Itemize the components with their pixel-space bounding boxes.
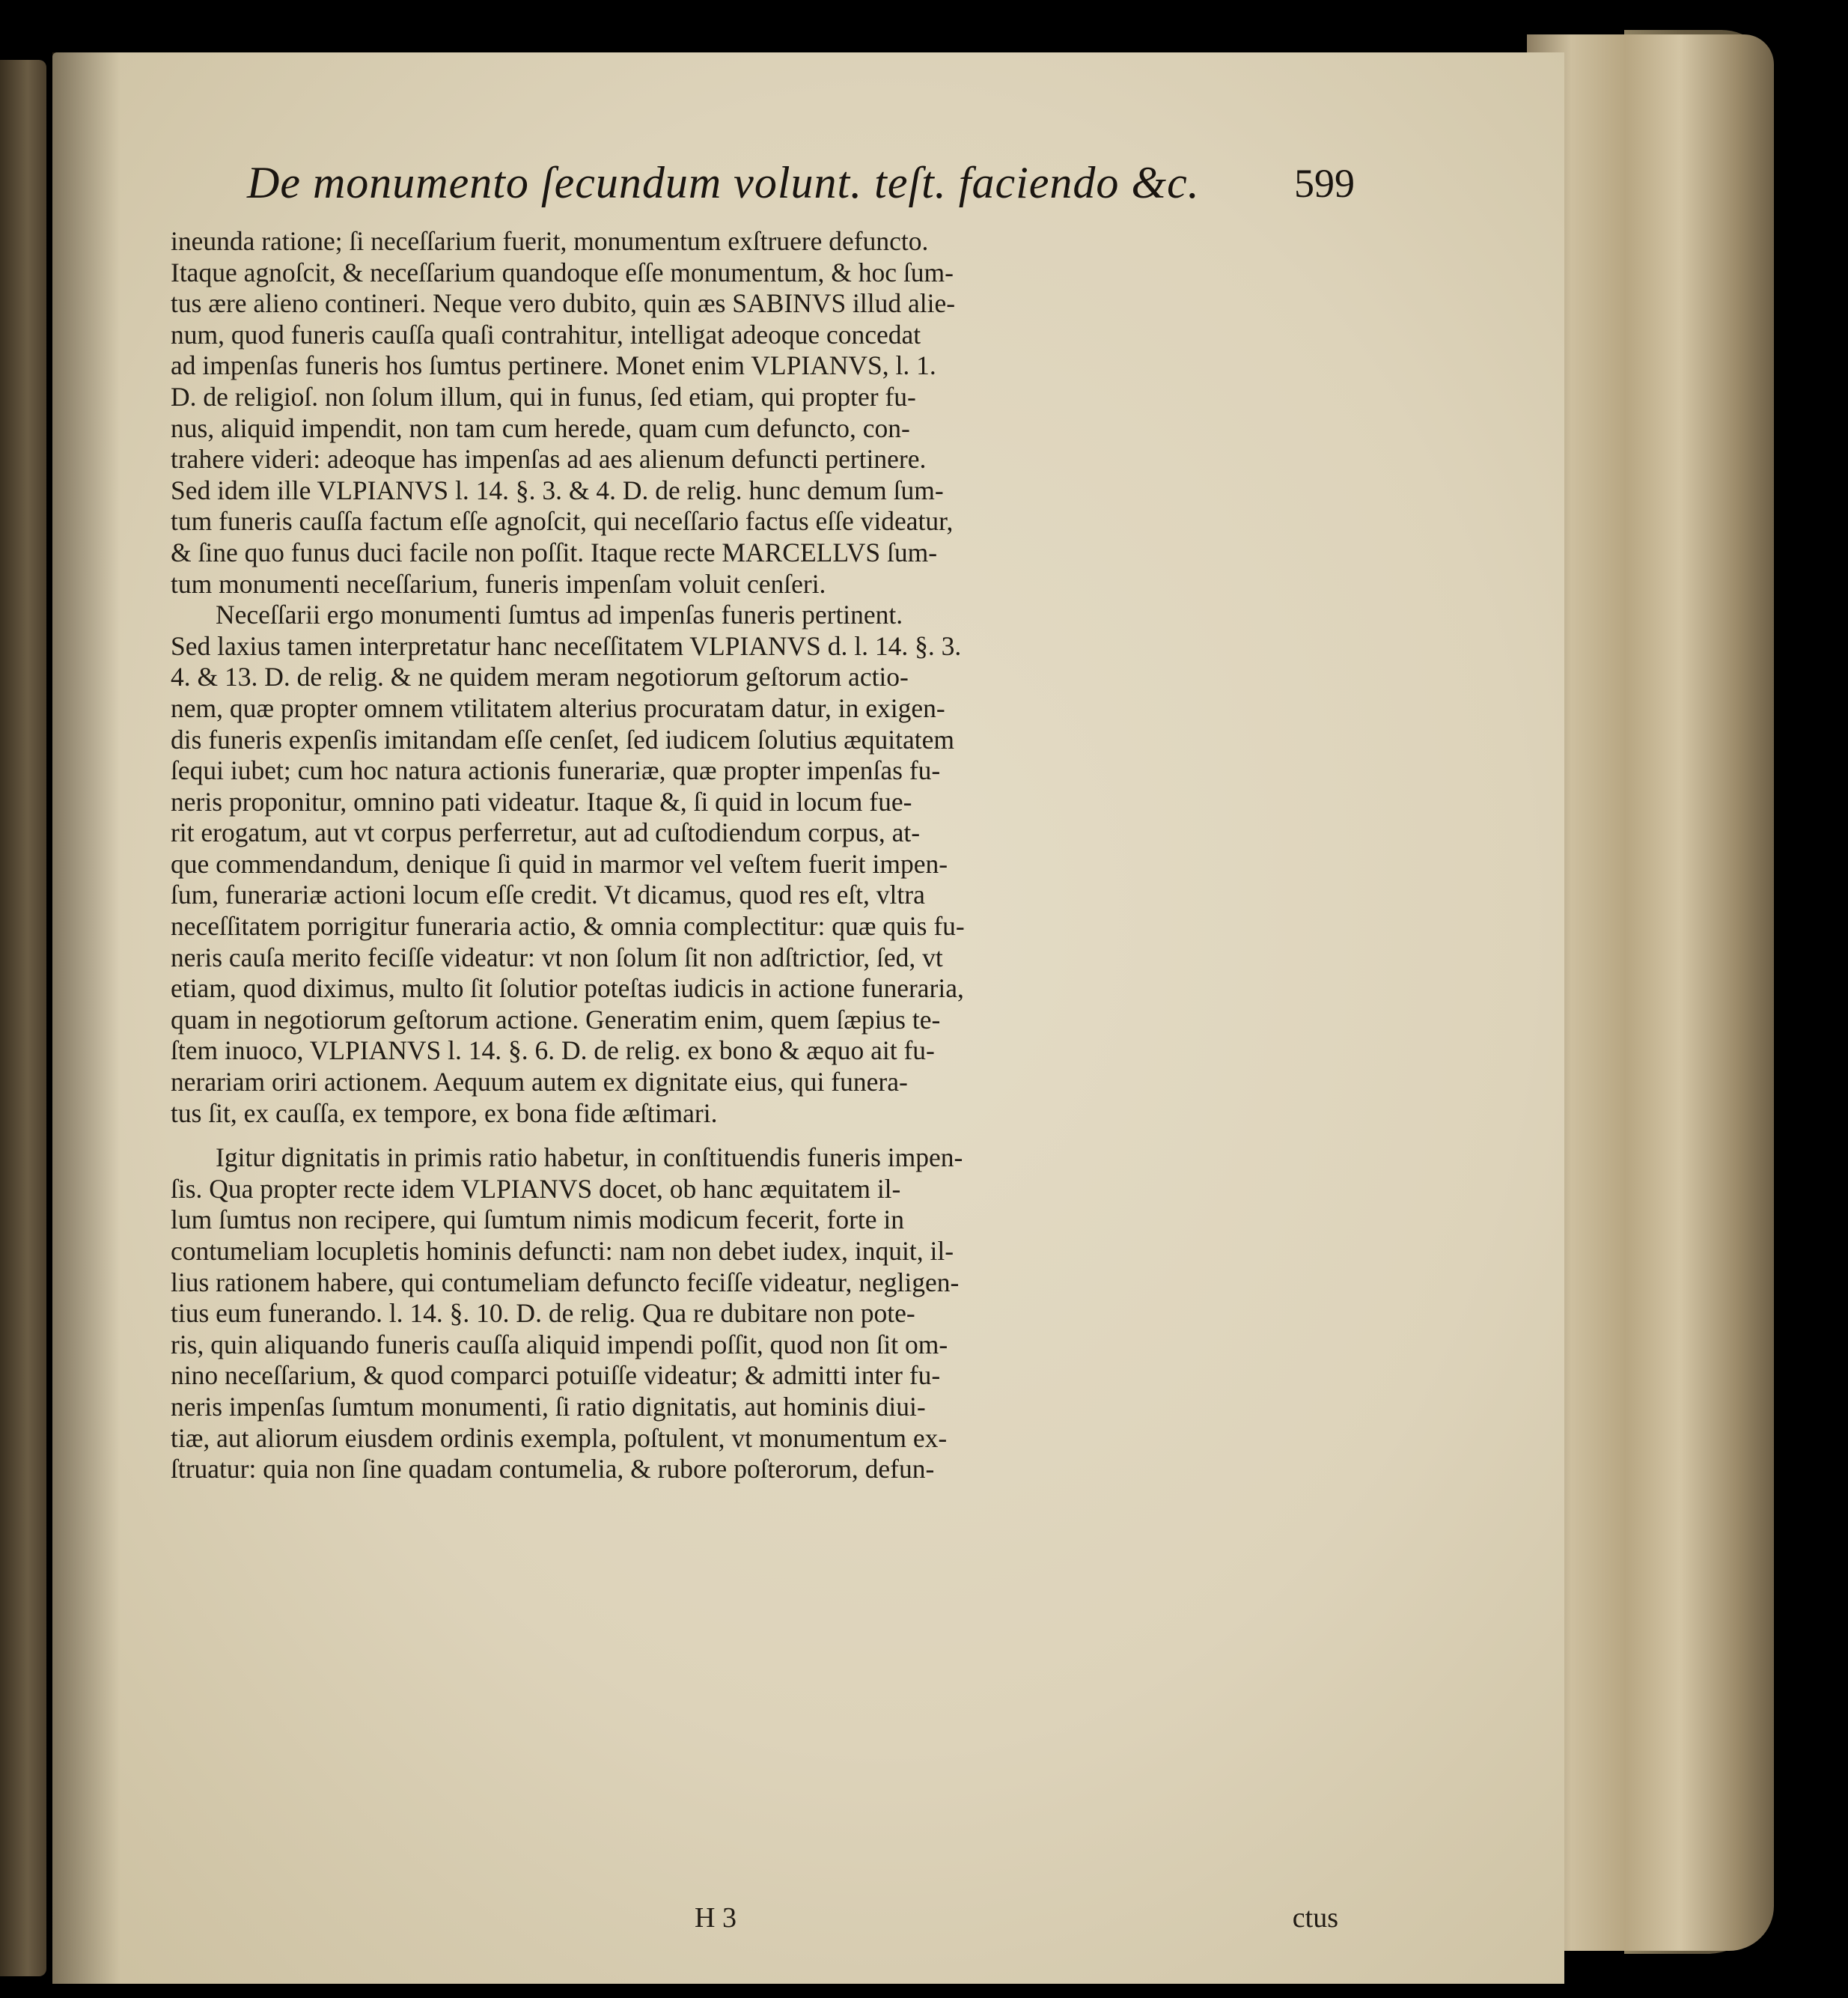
text-line: ineunda ratione; ſi neceſſarium fuerit, monumentum exſtruere defuncto. [171, 226, 929, 256]
text-line: tiæ, aut aliorum eiusdem ordinis exempla, poſtulent, vt monumentum ex- [171, 1422, 948, 1453]
text-line: neris proponitur, omnino pati videatur. Itaque &, ſi quid in locum fue- [171, 786, 912, 817]
text-line: contumeliam locupletis hominis defuncti: nam non debet iudex, inquit, il- [171, 1236, 954, 1266]
text-line: nerariam oriri actionem. Aequum autem ex dignitate eius, qui funera- [171, 1067, 908, 1097]
text-line: Itaque agnoſcit, & neceſſarium quandoque eſſe monumentum, & hoc ſum- [171, 257, 954, 287]
text-line: ris, quin aliquando funeris cauſſa aliquid impendi poſſit, quod non ſit om- [171, 1329, 948, 1359]
paragraph-start-line: Neceſſarii ergo monumenti ſumtus ad impenſas funeris pertinent. [216, 600, 903, 630]
catchword: ctus [1292, 1902, 1338, 1934]
text-line: que commendandum, denique ſi quid in marmor vel veſtem fuerit impen- [171, 848, 948, 879]
text-line: rit erogatum, aut vt corpus perferretur, aut ad cuſtodiendum corpus, at- [171, 817, 921, 848]
paragraph-gap [171, 1129, 1338, 1142]
running-head [247, 157, 1355, 217]
text-line: D. de religioſ. non ſolum illum, qui in funus, ſed etiam, qui propter fu- [171, 381, 916, 412]
paragraph-start-line: Igitur dignitatis in primis ratio habetur, in conſtituendis funeris impen- [216, 1142, 963, 1173]
text-line: neris impenſas ſumtum monumenti, ſi ratio dignitatis, aut hominis diui- [171, 1391, 926, 1422]
text-line: ſum, funerariæ actioni locum eſſe credit. Vt dicamus, quod res eſt, vltra [171, 880, 925, 910]
page-footer [171, 1901, 1338, 1939]
text-line: ſequi iubet; cum hoc natura actionis funerariæ, quæ propter impenſas fu- [171, 755, 941, 786]
body-text [171, 226, 1338, 1485]
gutter-shadow [52, 52, 120, 1984]
text-line: ſis. Qua propter recte idem VLPIANVS docet, ob hanc æquitatem il- [171, 1173, 901, 1204]
text-line: Sed idem ille VLPIANVS l. 14. §. 3. & 4. D. de relig. hunc demum ſum- [171, 475, 944, 505]
text-line: tus ſit, ex cauſſa, ex tempore, ex bona fide æſtimari. [171, 1097, 718, 1128]
text-line: lius rationem habere, qui contumeliam defuncto feciſſe videatur, negligen- [171, 1267, 960, 1297]
text-line: nem, quæ propter omnem vtilitatem alterius procuratam datur, in exigen- [171, 692, 945, 723]
text-line: nus, aliquid impendit, non tam cum herede, quam cum defuncto, con- [171, 412, 910, 443]
text-line: etiam, quod diximus, multo ſit ſolutior poteſtas iudicis in actione funeraria, [171, 973, 964, 1004]
text-line: ad impenſas funeris hos ſumtus pertinere. Monet enim VLPIANVS, l. 1. [171, 350, 936, 381]
text-line: dis funeris expenſis imitandam eſſe cenſet, ſed iudicem ſolutius æquitatem [171, 724, 955, 755]
text-line: neceſſitatem porrigitur funeraria actio, & omnia complectitur: quæ quis fu- [171, 911, 965, 942]
text-line: nino neceſſarium, & quod comparci potuiſſe videatur; & admitti inter fu- [171, 1360, 941, 1391]
printer-signature: H 3 [695, 1902, 737, 1934]
text-line: lum ſumtus non recipere, qui ſumtum nimis modicum fecerit, forte in [171, 1204, 904, 1235]
text-line: quam in negotiorum geſtorum actione. Generatim enim, quem ſæpius te- [171, 1004, 941, 1035]
page-number: 599 [1294, 161, 1355, 206]
text-line: Sed laxius tamen interpretatur hanc neceſſitatem VLPIANVS d. l. 14. §. 3. [171, 630, 962, 661]
text-line: tum monumenti neceſſarium, funeris impenſam voluit cenſeri. [171, 568, 826, 599]
running-title: De monumento ſecundum volunt. teſt. faciendo &c. [247, 158, 1200, 207]
text-line: ſtem inuoco, VLPIANVS l. 14. §. 6. D. de relig. ex bono & æquo ait fu- [171, 1035, 935, 1066]
text-line: num, quod funeris cauſſa quaſi contrahitur, intelligat adeoque concedat [171, 319, 921, 350]
facing-page-edge [0, 60, 46, 1976]
text-line: tius eum funerando. l. 14. §. 10. D. de relig. Qua re dubitare non pote- [171, 1298, 915, 1329]
text-line: tum funeris cauſſa factum eſſe agnoſcit, qui neceſſario factus eſſe videatur, [171, 506, 954, 537]
text-line: 4. & 13. D. de relig. & ne quidem meram negotiorum geſtorum actio- [171, 662, 909, 692]
text-line: & ſine quo funus duci facile non poſſit. Itaque recte MARCELLVS ſum- [171, 537, 938, 567]
text-line: neris cauſa merito feciſſe videatur: vt non ſolum ſit non adſtrictior, ſed, vt [171, 942, 943, 972]
text-line: trahere videri: adeoque has impenſas ad aes alienum defuncti pertinere. [171, 444, 927, 475]
text-line: ſtruatur: quia non ſine quadam contumelia, & rubore poſterorum, defun- [171, 1454, 935, 1484]
text-line: tus ære alieno contineri. Neque vero dubito, quin æs SABINVS illud alie- [171, 288, 956, 319]
